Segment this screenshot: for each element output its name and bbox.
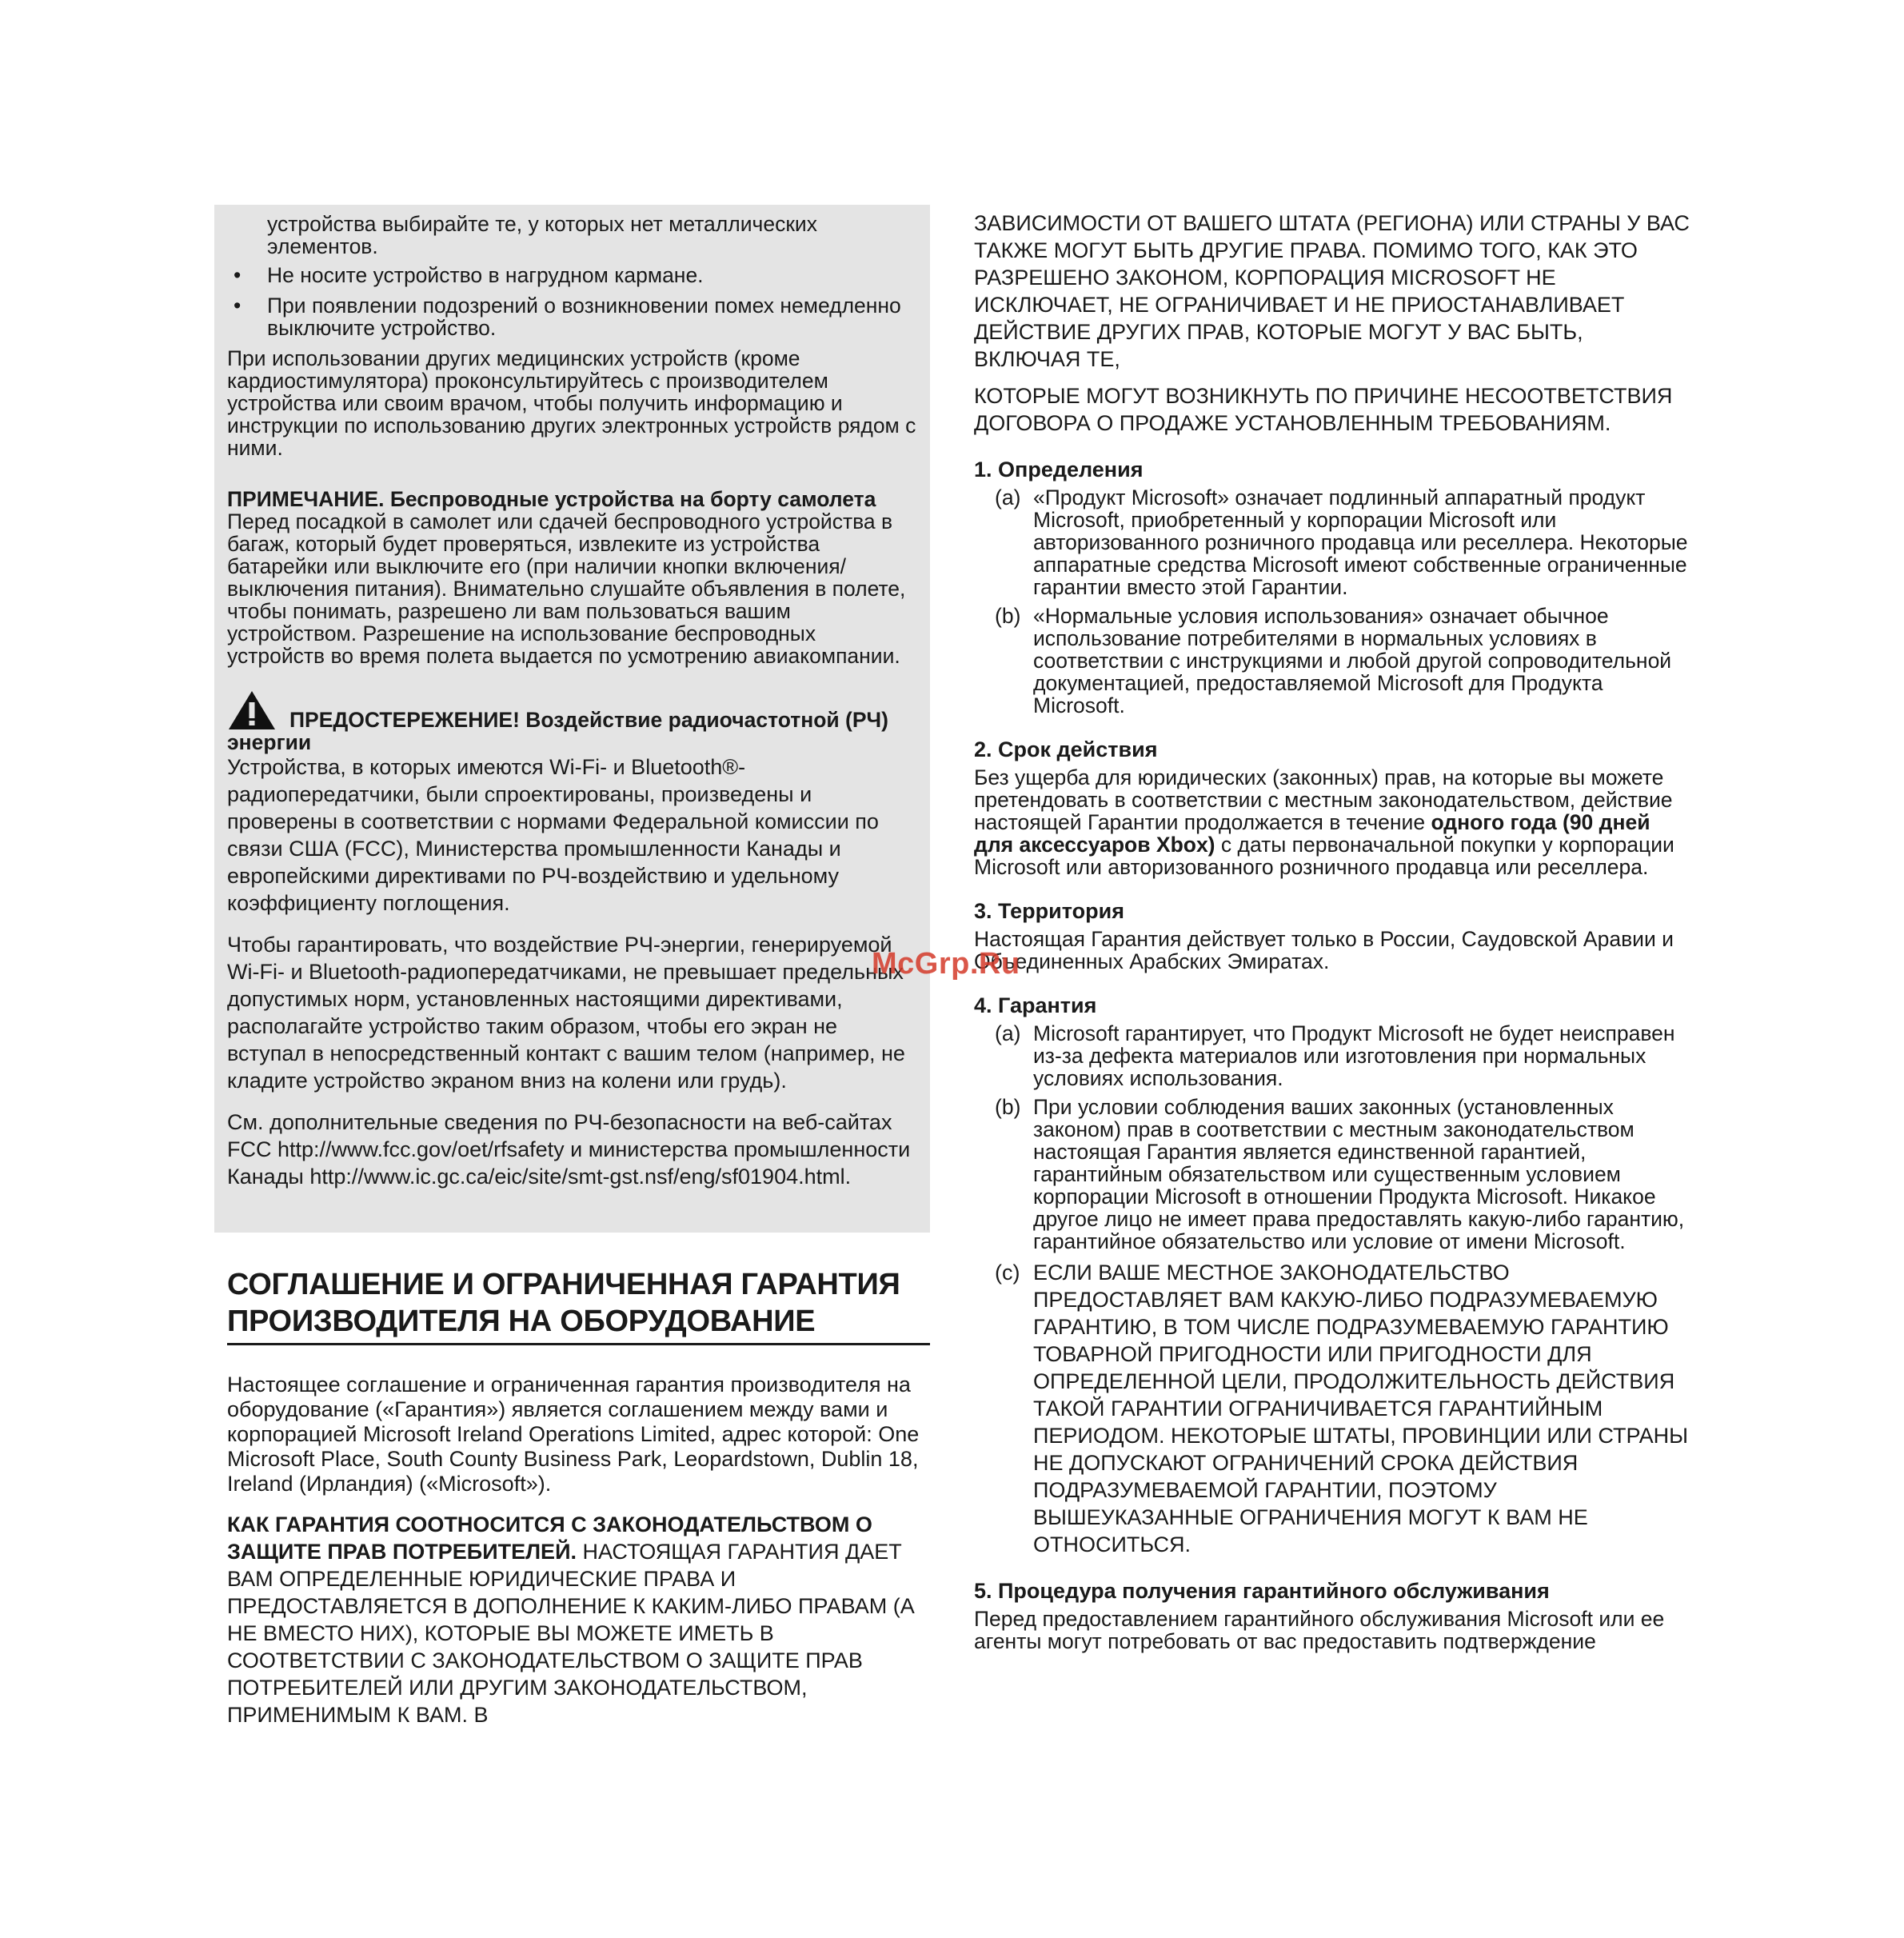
- list-item: [974, 1259, 1694, 1558]
- rf-paragraph-1: Устройства, в которых имеются Wi-Fi- и Bluetooth®-радиопередатчики, были спроектированы, произведены и проверены в соответствии с нормами Федеральной комиссии по связи США (FCC), Министерства промышленности Канады и европейскими директивами по РЧ-воздействию и удельному коэффициенту поглощения.: [227, 755, 879, 915]
- section-2-text-a: Без ущерба для юридических (законных) прав, на которые вы можете претендовать в соответствии с местным законодательством, действие настоящей Гарантии продолжается в течение: [974, 765, 1673, 834]
- item-text: Microsoft гарантирует, что Продукт Microsoft не будет неисправен из-за дефекта материалов или изготовления при нормальных условиях использования.: [1033, 1021, 1675, 1090]
- item-marker: (a): [995, 1021, 1021, 1045]
- medical-paragraph: При использовании других медицинских устройств (кроме кардиостимулятора) проконсультируйтесь с производителем устройства или своим врачом, чтобы получить информацию и инструкции по использованию других электронных устройств рядом с ними.: [227, 346, 916, 460]
- caution-title-cont: энергии: [227, 730, 312, 754]
- section-5-title: 5. Процедура получения гарантийного обслуживания: [974, 1579, 1550, 1603]
- note-title: ПРИМЕЧАНИЕ. Беспроводные устройства на борту самолета: [227, 487, 876, 511]
- section-5-body: Перед предоставлением гарантийного обслуживания Microsoft или ее агенты могут потребовать от вас предоставить подтверждение: [974, 1607, 1665, 1653]
- item-marker: (b): [995, 1095, 1021, 1119]
- rf-paragraph-3: См. дополнительные сведения по РЧ-безопасности на веб-сайтах FCC http://www.fcc.gov/oet/rfsafety и министерства промышленности Канады http://www.ic.gc.ca/eic/site/smt-gst.nsf/eng/sf01904.html.: [227, 1110, 911, 1189]
- caps-paragraph-2: КОТОРЫЕ МОГУТ ВОЗНИКНУТЬ ПО ПРИЧИНЕ НЕСООТВЕТСТВИЯ ДОГОВОРА О ПРОДАЖЕ УСТАНОВЛЕННЫМ ТРЕБОВАНИЯМ.: [974, 384, 1673, 435]
- list-item: [227, 264, 917, 286]
- item-text: «Нормальные условия использования» означает обычное использование потребителями в нормальных условиях в соответствии с инструкциями и любой другой сопроводительной документацией, предоставляемой Microsoft для Продукта Microsoft.: [1033, 604, 1672, 717]
- bullet-list: [227, 264, 917, 339]
- safety-box: [214, 205, 930, 1233]
- section-3-body: Настоящая Гарантия действует только в России, Саудовской Аравии и Объединенных Арабских Эмиратах.: [974, 927, 1674, 973]
- intro-line: устройства выбирайте те, у которых нет металлических элементов.: [267, 212, 817, 258]
- list-item: [974, 605, 1694, 717]
- agreement-paragraph: Настоящее соглашение и ограниченная гарантия производителя на оборудование («Гарантия») является соглашением между вами и корпорацией Microsoft Ireland Operations Limited, адрес которой: One Microsoft Place, South County Business Park, Leopardstown, Dublin 18, Ireland (Ирландия) («Microsoft»).: [227, 1373, 920, 1496]
- item-text: При условии соблюдения ваших законных (установленных законом) прав в соответствии с местным законодательством настоящая Гарантия является единственной гарантией, гарантийным обязательством или существенным условием корпорации Microsoft в отношении Продукта Microsoft. Никакое другое лицо не имеет права предоставлять какую-либо гарантию, гарантийное обязательство или условие от имени Microsoft.: [1033, 1095, 1685, 1253]
- bullet-text: Не носите устройство в нагрудном кармане.: [267, 263, 704, 287]
- warranty-list: [974, 1022, 1694, 1558]
- list-item: [227, 294, 917, 339]
- list-item: [974, 1022, 1694, 1089]
- definitions-list: [974, 486, 1694, 717]
- bullet-glyph: •: [234, 294, 241, 318]
- caution-title: ПРЕДОСТЕРЕЖЕНИЕ! Воздействие радиочастотной (РЧ): [289, 708, 889, 732]
- section-2-title: 2. Срок действия: [974, 737, 1158, 761]
- section-1-title: 1. Определения: [974, 458, 1144, 482]
- section-title-line-2: ПРОИЗВОДИТЕЛЯ НА ОБОРУДОВАНИЕ: [227, 1305, 816, 1338]
- section-3-title: 3. Территория: [974, 899, 1124, 923]
- warning-triangle-icon: [227, 689, 277, 731]
- caps-paragraph-1: ЗАВИСИМОСТИ ОТ ВАШЕГО ШТАТА (РЕГИОНА) ИЛИ СТРАНЫ У ВАС ТАКЖЕ МОГУТ БЫТЬ ДРУГИЕ ПРАВА. ПОМИМО ТОГО, КАК ЭТО РАЗРЕШЕНО ЗАКОНОМ, КОРПОРАЦИЯ MICROSOFT НЕ ИСКЛЮЧАЕТ, НЕ ОГРАНИЧИВАЕТ И НЕ ПРИОСТАНАВЛИВАЕТ ДЕЙСТВИЕ ДРУГИХ ПРАВ, КОТОРЫЕ МОГУТ У ВАС БЫТЬ, ВКЛЮЧАЯ ТЕ,: [974, 211, 1690, 371]
- section-2-body: [974, 766, 1694, 878]
- note-body: Перед посадкой в самолет или сдачей беспроводного устройства в багаж, который будет проверяться, извлеките из устройства батарейки или выключите его (при наличии кнопки включения/выключения питания). Внимательно слушайте объявления в полете, чтобы понимать, разрешено ли вам пользоваться вашим устройством. Разрешение на использование беспроводных устройств во время полета выдается по усмотрению авиакомпании.: [227, 509, 906, 668]
- caution-heading: [227, 697, 917, 731]
- item-marker: (b): [995, 604, 1021, 628]
- bullet-text: При появлении подозрений о возникновении помех немедленно выключите устройство.: [267, 294, 901, 340]
- section-title: [227, 1266, 930, 1345]
- consumer-law-paragraph: [227, 1511, 930, 1728]
- bullet-glyph: •: [234, 263, 241, 287]
- rf-paragraph-2: Чтобы гарантировать, что воздействие РЧ-энергии, генерируемой Wi-Fi- и Bluetooth-радиопередатчиками, не превышает предельных допустимых норм, установленных настоящими директивами, располагайте устройство таким образом, чтобы его экран не вступал в непосредственный контакт с вашим телом (например, не кладите устройство экраном вниз на колени или грудь).: [227, 933, 905, 1093]
- left-column: [214, 205, 930, 1728]
- list-item: [974, 1096, 1694, 1253]
- item-text: «Продукт Microsoft» означает подлинный аппаратный продукт Microsoft, приобретенный у корпорации Microsoft или авторизованного розничного продавца или реселлера. Некоторые аппаратные средства Microsoft имеют собственные ограниченные гарантии вместо этой Гарантии.: [1033, 485, 1688, 599]
- section-title-line-1: СОГЛАШЕНИЕ И ОГРАНИЧЕННАЯ ГАРАНТИЯ: [227, 1268, 900, 1301]
- consumer-law-text: НАСТОЯЩАЯ ГАРАНТИЯ ДАЕТ ВАМ ОПРЕДЕЛЕННЫЕ ЮРИДИЧЕСКИЕ ПРАВА И ПРЕДОСТАВЛЯЕТСЯ В ДОПОЛНЕНИЕ К КАКИМ-ЛИБО ПРАВАМ (А НЕ ВМЕСТО НИХ), КОТОРЫЕ ВЫ МОЖЕТЕ ИМЕТЬ В СООТВЕТСТВИИ С ЗАКОНОДАТЕЛЬСТВОМ О ЗАЩИТЕ ПРАВ ПОТРЕБИТЕЛЕЙ ИЛИ ДРУГИМ ЗАКОНОДАТЕЛЬСТВОМ, ПРИМЕНИМЫМ К ВАМ. В: [227, 1540, 915, 1727]
- item-text: ЕСЛИ ВАШЕ МЕСТНОЕ ЗАКОНОДАТЕЛЬСТВО ПРЕДОСТАВЛЯЕТ ВАМ КАКУЮ-ЛИБО ПОДРАЗУМЕВАЕМУЮ ГАРАНТИЮ, В ТОМ ЧИСЛЕ ПОДРАЗУМЕВАЕМУЮ ГАРАНТИЮ ТОВАРНОЙ ПРИГОДНОСТИ ИЛИ ПРИГОДНОСТИ ДЛЯ ОПРЕДЕЛЕННОЙ ЦЕЛИ, ПРОДОЛЖИТЕЛЬНОСТЬ ДЕЙСТВИЯ ТАКОЙ ГАРАНТИИ ОГРАНИЧИВАЕТСЯ ГАРАНТИЙНЫМ ПЕРИОДОМ. НЕКОТОРЫЕ ШТАТЫ, ПРОВИНЦИИ ИЛИ СТРАНЫ НЕ ДОПУСКАЮТ ОГРАНИЧЕНИЙ СРОКА ДЕЙСТВИЯ ПОДРАЗУМЕВАЕМОЙ ГАРАНТИИ, ПОЭТОМУ ВЫШЕУКАЗАННЫЕ ОГРАНИЧЕНИЯ МОГУТ К ВАМ НЕ ОТНОСИТЬСЯ.: [1033, 1261, 1689, 1556]
- consumer-law-heading: КАК ГАРАНТИЯ СООТНОСИТСЯ С ЗАКОНОДАТЕЛЬСТВОМ О ЗАЩИТЕ ПРАВ ПОТРЕБИТЕЛЕЙ.: [227, 1512, 872, 1564]
- section-2-text-b: с даты первоначальной покупки у корпорации Microsoft или авторизованного розничного продавца или реселлера.: [974, 833, 1674, 879]
- watermark: McGrp.Ru: [872, 947, 1020, 981]
- item-marker: (a): [995, 485, 1021, 509]
- list-item: [974, 486, 1694, 598]
- right-column: [974, 210, 1694, 1652]
- section-2-emphasis: одного года (90 дней для аксессуаров Xbox): [974, 810, 1651, 857]
- item-marker: (c): [995, 1261, 1020, 1285]
- section-4-title: 4. Гарантия: [974, 993, 1097, 1017]
